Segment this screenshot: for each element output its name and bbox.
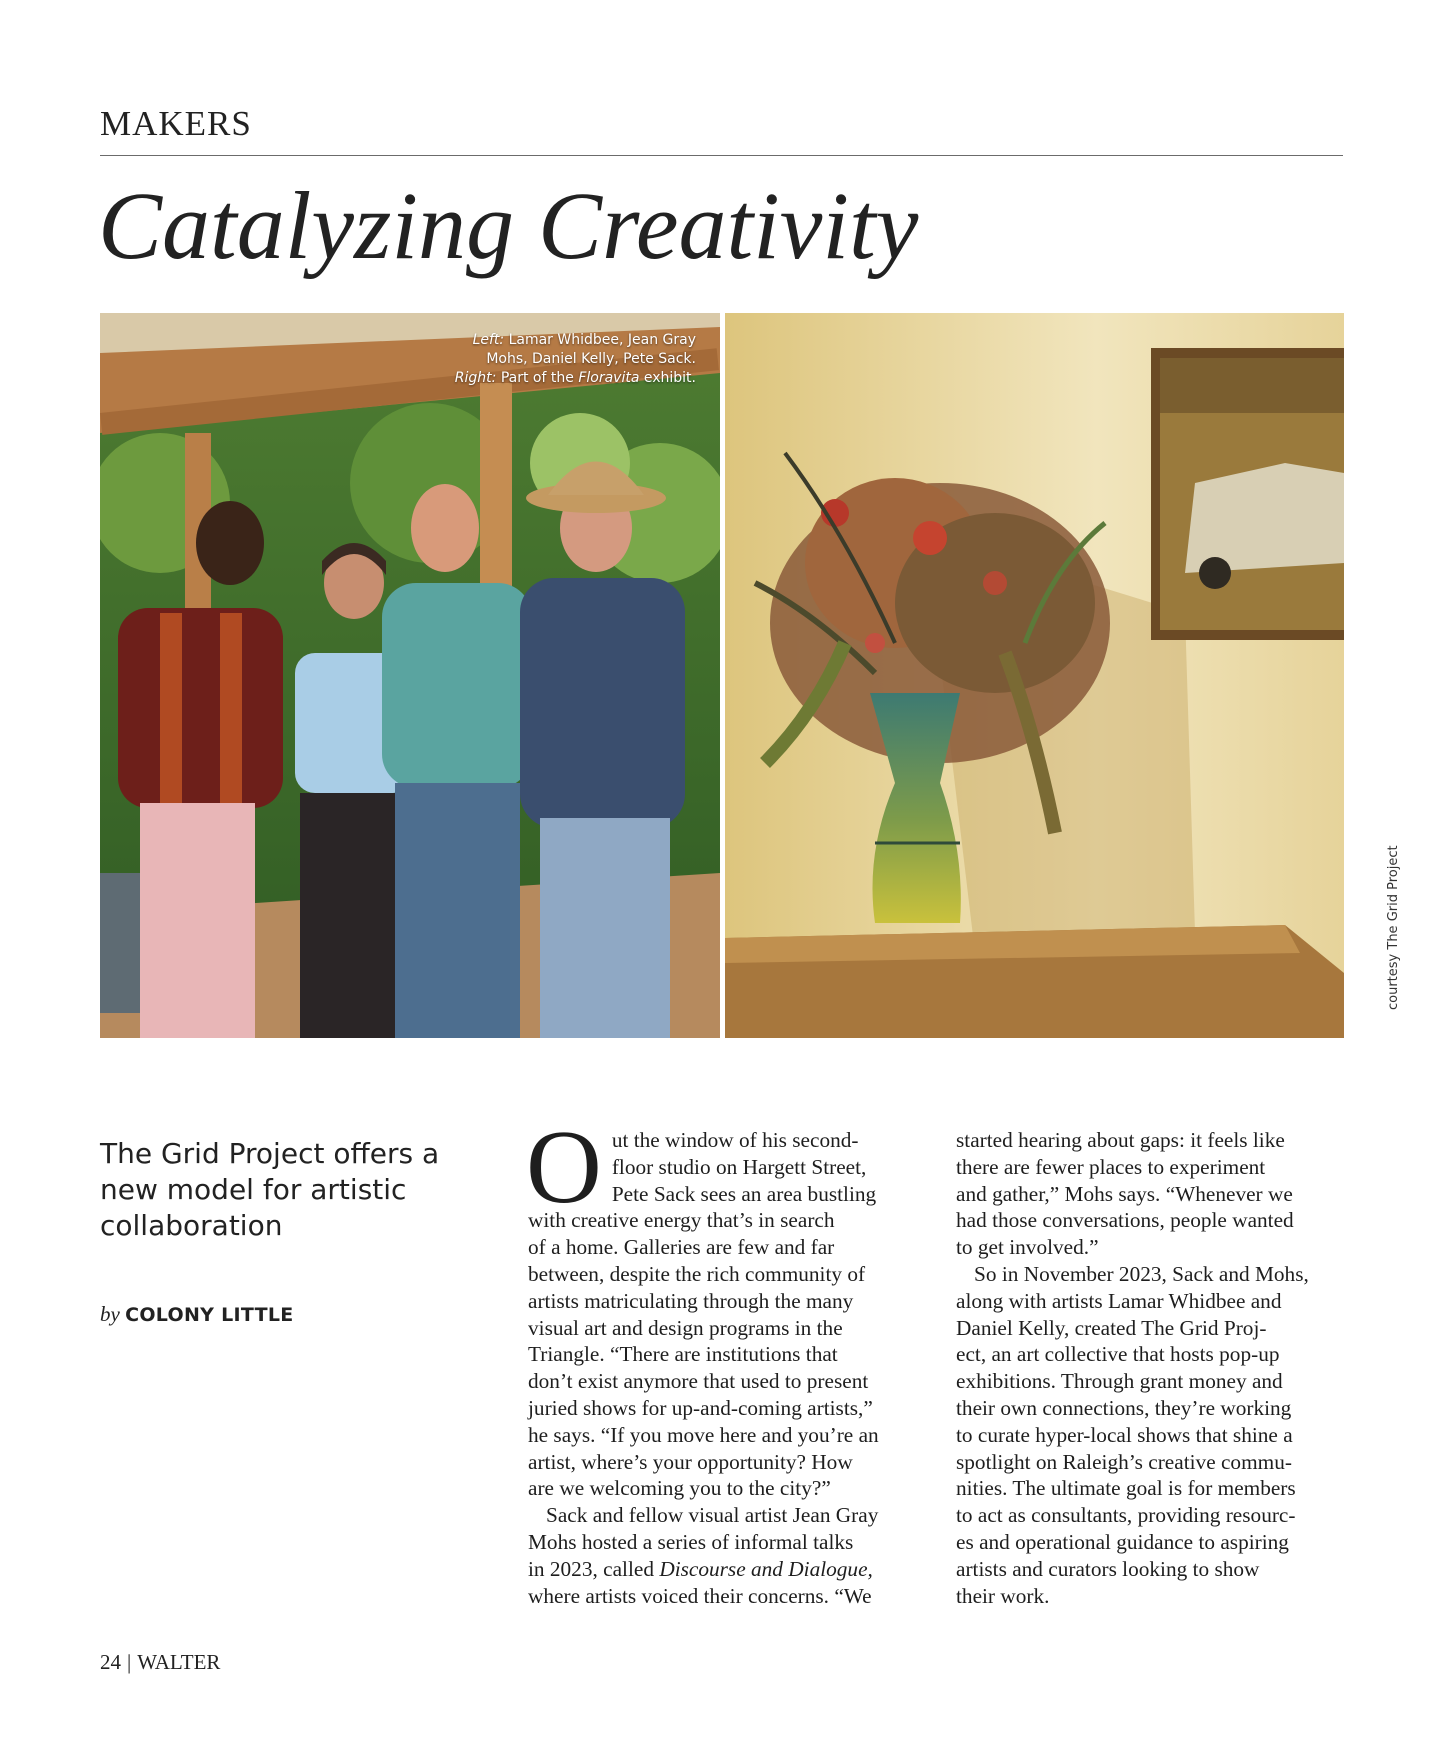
page-number: 24 <box>100 1650 121 1674</box>
drop-cap: O <box>526 1108 602 1225</box>
body-column-1: O ut the window of his second- floor studio on Hargett Street, Pete Sack sees an area bustling with creative energy that’s in search of a home. Galleries are few and far between, despite the rich community of artists matriculating through the many visual art and design programs in the Triangle. “There are institutions that don’t exist anymore that used to present juried shows for up-and-coming artists,” he says. “If you move here and you’re an artist, where’s your opportunity? How are we welcoming you to the city?” Sack and fellow visual artist Jean Gray Mohs hosted a series of informal talks in 2023, called Discourse and Dialogue, where artists voiced their concerns. “We <box>526 1108 879 1608</box>
publication-name: WALTER <box>137 1650 221 1674</box>
headline: Catalyzing Creativity <box>98 172 919 279</box>
photo-caption: Left: Lamar Whidbee, Jean Gray Mohs, Daniel Kelly, Pete Sack. Right: Part of the Floravita exhibit. <box>454 332 696 386</box>
page-footer: 24 | WALTER <box>100 1650 221 1674</box>
body-column-2: started hearing about gaps: it feels like there are fewer places to experiment and gather,” Mohs says. “Whenever we had those conversations, people wanted to get involved.” So in November 2023, Sack and Mohs, along with artists Lamar Whidbee and Daniel Kelly, created The Grid Proj- ect, an art collective that hosts pop-up exhibitions. Through grant money and their own connections, they’re working to curate hyper-local shows that shine a spotlight on Raleigh’s creative commu- nities. The ultimate goal is for members to act as consultants, providing resourc- es and operational guidance to aspiring artists and curators looking to show their work. <box>956 1128 1309 1608</box>
author-name: COLONY LITTLE <box>125 1304 294 1326</box>
section-label: MAKERS <box>100 104 252 143</box>
article-deck: The Grid Project offers a new model for artistic collaboration <box>100 1137 440 1242</box>
section-rule <box>100 155 1343 156</box>
byline: by COLONY LITTLE <box>100 1302 294 1326</box>
group-photo <box>100 313 720 1038</box>
exhibit-photo <box>725 313 1344 1038</box>
photo-credit: courtesy The Grid Project <box>1386 845 1401 1010</box>
